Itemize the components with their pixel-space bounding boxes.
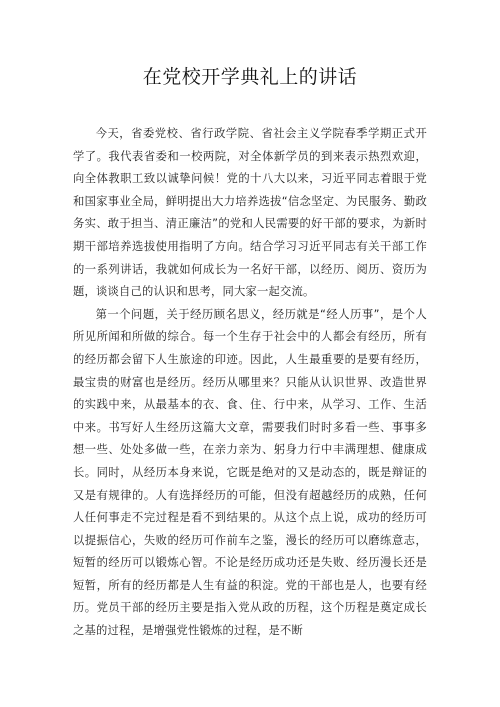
document-title: 在党校开学典礼上的讲话 <box>142 66 358 88</box>
paragraph-experience: 第一个问题，关于经历顾名思义，经历就是“经人历事”，是个人所见所闻和所做的综合。每一个生存于社会中的人都会有经历，所有的经历都会留下人生旅途的印迹。因此，人生最重要的是要有经历，最宝贵的财富也是经历。经历从哪里来？只能从认识世界、改造世界的实践中来，从最基本的衣、食、住、行中来，从学习、工作、生活中来。书写好人生经历这篇大文章，需要我们时时多看一些、事事多想一些、处处多做一些，在亲力亲为、躬身力行中丰满理想、健康成长。同时，从经历本身来说，它既是绝对的又是动态的，既是辩证的又是有规律的。人有选择经历的可能，但没有超越经历的成熟，任何人任何事走不完过程是看不到结果的。从这个点上说，成功的经历可以提振信心，失败的经历可作前车之鉴，漫长的经历可以磨练意志，短暂的经历可以锻炼心智。不论是经历成功还是失败、经历漫长还是短暂，所有的经历都是人生有益的积淀。党的干部也是人，也要有经历。党员干部的经历主要是指入党从政的历程，这个历程是奠定成长之基的过程，是增强党性锻炼的过程，是不断 <box>73 307 427 638</box>
paragraph-intro: 今天，省委党校、省行政学院、省社会主义学院春季学期正式开学了。我代表省委和一校两院，对全体新学员的到来表示热烈欢迎，向全体教职工致以诚挚问候！党的十八大以来，习近平同志着眼于党和国家事业全局，鲜明提出大力培养选拔“信念坚定、为民服务、勤政务实、敢于担当、清正廉洁”的党和人民需要的好干部的要求，为新时期干部培养选拔使用指明了方向。结合学习习近平同志有关干部工作的一系列讲话，我就如何成长为一名好干部，以经历、阅历、资历为题，谈谈自己的认识和思考，同大家一起交流。 <box>73 127 427 299</box>
document-body <box>73 123 427 643</box>
